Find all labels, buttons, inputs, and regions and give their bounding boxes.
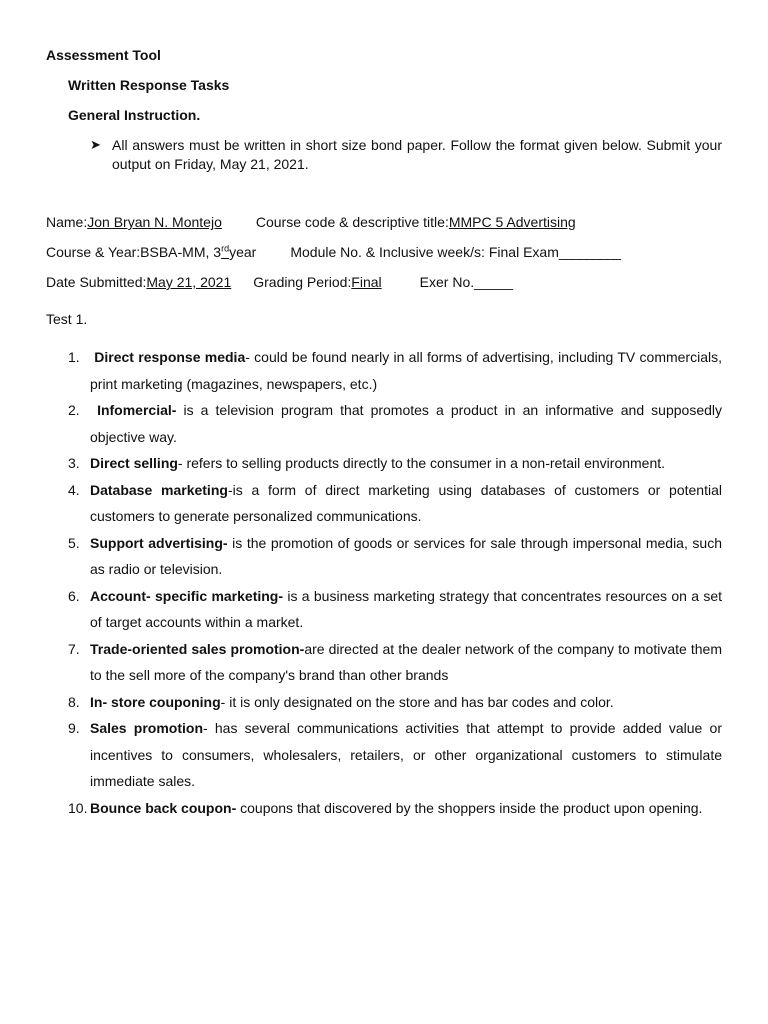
list-item — [68, 715, 726, 795]
item-term: Database marketing — [90, 481, 228, 498]
grading-value: Final — [351, 274, 382, 290]
item-definition: - it is only designated on the store and has bar codes and color. — [220, 693, 614, 710]
course-year-label: Course & Year: — [46, 244, 141, 260]
course-year-sup: rd — [221, 243, 230, 254]
item-term: Support advertising- — [90, 534, 228, 551]
exer-value: _____ — [474, 274, 514, 290]
list-item — [68, 636, 726, 689]
item-definition: is the promotion of goods or services for sale through impersonal media, such as radio or television. — [90, 534, 726, 577]
date-label: Date Submitted: — [46, 274, 147, 290]
module-value — [489, 244, 620, 260]
item-term: Bounce back coupon- — [90, 799, 237, 816]
info-row-course — [46, 244, 620, 260]
item-number: 6. — [68, 587, 80, 604]
list-item — [68, 477, 726, 530]
name-label: Name: — [46, 214, 88, 230]
item-number: 2. — [68, 402, 80, 418]
item-body — [90, 636, 726, 689]
item-definition: - refers to selling products directly to the consumer in a non-retail environment. — [177, 455, 666, 471]
item-number: 5. — [68, 534, 80, 551]
item-term: Direct response media — [90, 349, 246, 365]
course-year-suffix: year — [229, 244, 257, 260]
module-blank: _________ — [558, 244, 620, 260]
name-value: Jon Bryan N. Montejo — [87, 214, 222, 230]
date-value: May 21, 2021 — [146, 274, 232, 290]
item-definition: are directed at the dealer network of the company to motivate them to the sell more of the company's brand than other brands — [90, 640, 726, 683]
item-definition: - could be found nearly in all forms of advertising, including TV commercials, print marketing (magazines, newspapers, etc.) — [90, 349, 726, 392]
test-label: Test 1. — [46, 311, 88, 327]
list-item — [68, 450, 722, 477]
item-term: In- store couponing — [90, 693, 221, 710]
item-body — [90, 530, 726, 583]
list-item — [68, 689, 722, 716]
item-body — [90, 715, 726, 795]
item-term: Trade-oriented sales promotion- — [90, 640, 305, 657]
item-body — [90, 450, 722, 477]
item-body — [90, 583, 726, 636]
document-subtitle: Written Response Tasks — [68, 77, 230, 93]
item-number: 9. — [68, 720, 80, 736]
info-row-name — [46, 214, 576, 230]
course-code-label: Course code & descriptive title: — [255, 214, 449, 230]
item-definition: coupons that discovered by the shoppers inside the product upon opening. — [236, 799, 703, 816]
item-term: Infomercial- — [90, 402, 177, 418]
list-item — [68, 795, 722, 822]
instruction-heading: General Instruction. — [68, 107, 201, 123]
item-definition: -is a form of direct marketing using databases of customers or potential customers to generate personalized communications. — [90, 481, 726, 524]
item-body — [90, 689, 722, 716]
item-number: 3. — [68, 455, 80, 471]
item-definition: - has several communications activities that attempt to provide added value or incentives to consumers, wholesalers, retailers, or other organizational customers to stimulate immediate sales. — [90, 720, 726, 789]
arrow-bullet-icon: ➤ — [90, 137, 101, 152]
list-item — [68, 397, 726, 450]
item-body — [90, 397, 726, 450]
item-number: 7. — [68, 640, 80, 657]
item-number: 4. — [68, 481, 80, 498]
list-item — [68, 344, 726, 397]
item-term: Sales promotion — [90, 720, 204, 736]
course-year-value — [140, 244, 256, 260]
grading-label: Grading Period: — [253, 274, 352, 290]
exer-label: Exer No. — [419, 274, 475, 290]
instruction-bullet — [90, 136, 722, 174]
list-item — [68, 530, 726, 583]
item-number: 10. — [68, 799, 88, 816]
item-definition: is a business marketing strategy that concentrates resources on a set of target accounts within a market. — [90, 587, 726, 630]
item-term: Direct selling — [90, 455, 178, 471]
item-number: 8. — [68, 693, 80, 710]
item-number: 1. — [68, 349, 80, 365]
item-term: Account- specific marketing- — [90, 587, 284, 604]
item-body — [90, 795, 722, 822]
item-body — [90, 344, 726, 397]
document-title: Assessment Tool — [46, 47, 161, 63]
module-label: Module No. & Inclusive week/s: — [290, 244, 485, 260]
info-row-date — [46, 274, 513, 290]
course-year-text: BSBA-MM, 3 — [140, 244, 222, 260]
course-code-value: MMPC 5 Advertising — [448, 214, 576, 230]
list-item — [68, 583, 726, 636]
instruction-text: All answers must be written in short size bond paper. Follow the format given below. Submit your output on Friday, May 21, 2021. — [112, 137, 722, 172]
module-value-text: Final Exam — [488, 244, 559, 260]
test-items-list — [68, 344, 726, 821]
item-definition: is a television program that promotes a product in an informative and supposedly objective way. — [90, 402, 726, 445]
item-body — [90, 477, 726, 530]
